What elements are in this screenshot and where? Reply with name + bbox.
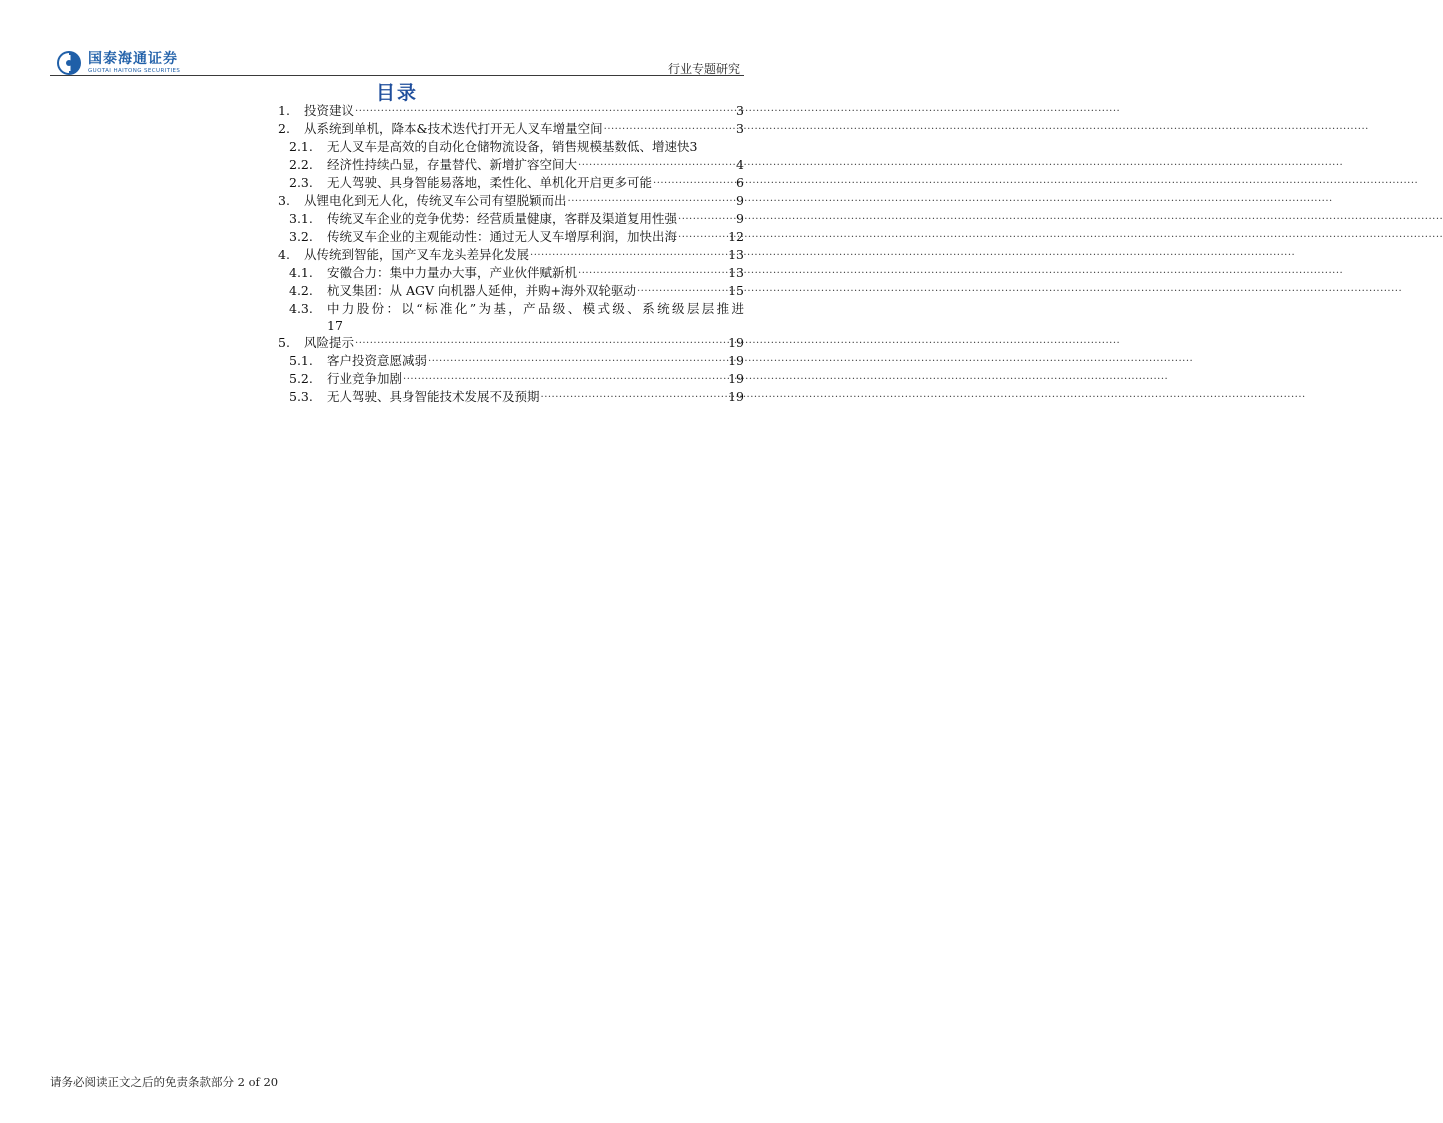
toc-entry-page: 19 (728, 353, 744, 368)
dot-leader (355, 100, 735, 118)
toc-entry-number: 4. (278, 247, 290, 262)
toc-entry-page: 13 (728, 265, 744, 280)
dot-leader (604, 118, 735, 136)
toc-entry-3-1[interactable] (278, 210, 744, 228)
logo-english-name: GUOTAI HAITONG SECURITIES (88, 67, 181, 74)
dot-leader (541, 386, 728, 404)
toc-entry-text: 投资建议 (304, 103, 355, 118)
company-logo (56, 50, 180, 76)
toc-entry-number: 2.1. (289, 139, 313, 154)
toc-entry-page: 3 (736, 103, 744, 118)
toc-entry-number: 4.3. (289, 301, 313, 316)
company-logo-icon (56, 50, 82, 76)
toc-entry-page: 19 (728, 371, 744, 386)
toc-entry-text: 客户投资意愿减弱 (327, 353, 428, 368)
toc-entry-page: 19 (728, 335, 744, 350)
dot-leader (403, 368, 727, 386)
dot-leader (678, 208, 735, 226)
toc-entry-number: 5.3. (289, 389, 313, 404)
toc-entry-text: 经济性持续凸显，存量替代、新增扩容空间大 (327, 157, 578, 172)
toc-entry-text: 安徽合力：集中力量办大事，产业伙伴赋新机 (327, 265, 578, 280)
toc-entry-page: 9 (736, 193, 744, 208)
toc-entry-text: 风险提示 (304, 335, 355, 350)
toc-title: 目录 (375, 82, 418, 104)
dot-leader (568, 190, 736, 208)
logo-chinese-name: 国泰海通证券 (88, 50, 178, 67)
toc-entry-text: 杭叉集团：从 AGV 向机器人延伸，并购+海外双轮驱动 (327, 283, 636, 298)
toc-entry-page: 3 (689, 139, 698, 154)
toc-entry-2[interactable] (278, 120, 744, 138)
header-divider (50, 75, 744, 76)
dot-leader (637, 280, 727, 298)
toc-entry-text: 中力股份：以“标准化”为基，产品级、模式级、系统级层层推进 (327, 301, 744, 316)
toc-entry-number: 2.3. (289, 175, 313, 190)
toc-entry-page: 4 (736, 157, 744, 172)
dot-leader (428, 350, 727, 368)
toc-entry-number: 3.1. (289, 211, 313, 226)
toc-entry-text: 从系统到单机，降本&技术迭代打开无人叉车增量空间 (304, 121, 603, 136)
toc-entry-text: 传统叉车企业的主观能动性：通过无人叉车增厚利润，加快出海 (327, 229, 678, 244)
dot-leader (530, 244, 727, 262)
dot-leader (578, 262, 727, 280)
toc-entry-number: 1. (278, 103, 290, 118)
toc-entry-4-2[interactable] (278, 282, 744, 300)
toc-entry-4-3[interactable] (278, 300, 744, 317)
toc-entry-text: 行业竞争加剧 (327, 371, 403, 386)
toc-entry-text: 从锂电化到无人化，传统叉车公司有望脱颖而出 (304, 193, 567, 208)
toc-entry-page: 13 (728, 247, 744, 262)
toc-entry-page: 9 (736, 211, 744, 226)
toc-entry-text: 无人驾驶、具身智能易落地，柔性化、单机化开启更多可能 (327, 175, 653, 190)
toc-entry-page: 3 (736, 121, 744, 136)
footer-disclaimer: 请务必阅读正文之后的免责条款部分 (50, 1075, 234, 1089)
table-of-contents (278, 102, 744, 406)
dot-leader (678, 226, 727, 244)
toc-entry-text: 从传统到智能，国产叉车龙头差异化发展 (304, 247, 530, 262)
toc-entry-number: 2.2. (289, 157, 313, 172)
toc-entry-number: 5.1. (289, 353, 313, 368)
toc-entry-text: 无人叉车是高效的自动化仓储物流设备，销售规模基数低、增速快 (327, 139, 690, 154)
toc-entry-page: 17 (327, 318, 343, 333)
toc-entry-page: 12 (728, 229, 744, 244)
toc-entry-number: 2. (278, 121, 290, 136)
toc-entry-5-3[interactable] (278, 388, 744, 406)
footer-page-info: 2 of 20 (237, 1075, 279, 1089)
toc-entry-3[interactable] (278, 192, 744, 210)
toc-entry-page: 6 (736, 175, 744, 190)
toc-entry-number: 4.1. (289, 265, 313, 280)
toc-entry-number: 5. (278, 335, 290, 350)
toc-entry-number: 4.2. (289, 283, 313, 298)
toc-entry-page: 19 (728, 389, 744, 404)
dot-leader (578, 154, 735, 172)
toc-entry-number: 3.2. (289, 229, 313, 244)
dot-leader (653, 172, 735, 190)
dot-leader (355, 332, 727, 350)
page-footer (50, 1074, 278, 1090)
toc-entry-number: 3. (278, 193, 290, 208)
toc-entry-number: 5.2. (289, 371, 313, 386)
toc-entry-text: 传统叉车企业的竞争优势：经营质量健康，客群及渠道复用性强 (327, 211, 678, 226)
toc-entry-page: 15 (728, 283, 744, 298)
page-header (50, 44, 744, 76)
toc-entry-text: 无人驾驶、具身智能技术发展不及预期 (327, 389, 540, 404)
report-category-label: 行业专题研究 (667, 62, 740, 76)
